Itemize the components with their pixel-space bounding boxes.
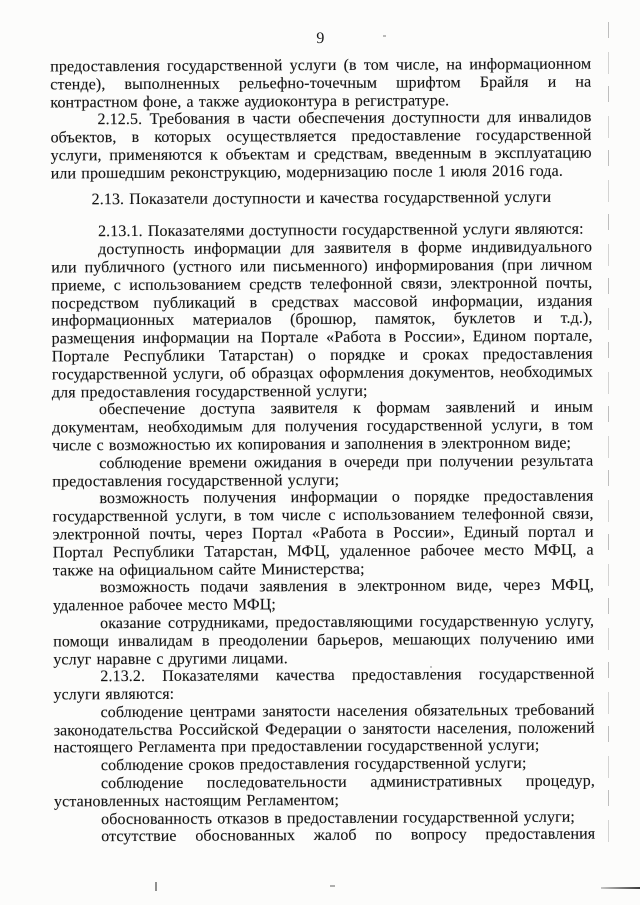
paragraph: 2.13.1. Показателями доступности государственной услуги являются:	[98, 221, 584, 241]
scan-artifact-speck	[330, 885, 335, 887]
scan-artifact-vertical-line	[608, 22, 609, 842]
document-text-block	[50, 29, 595, 847]
page-number: 9	[316, 29, 325, 48]
scan-artifact-corner-dash	[601, 887, 640, 889]
paragraph: оказание сотрудниками, предоставляющими государственную услугу, помощи инвалидам в преодолении барьеров, мешающих получению ими услуг наравне с другими лицами.	[53, 612, 595, 668]
paragraph: обоснованность отказов в предоставлении государственной услуги;	[101, 808, 575, 828]
paragraph: возможность подачи заявления в электронном виде, через МФЦ, удаленное рабочее место МФЦ;	[52, 576, 594, 615]
section-heading: 2.13. Показатели доступности и качества государственной услуги	[91, 188, 552, 208]
paragraph: обеспечение доступа заявителя к формам заявлений и иным документам, необходимым для получения государственной услуги, в том числе с возможностью их копирования и заполнения в электронном виде;	[52, 398, 594, 455]
paragraph: возможность получения информации о порядке предоставления государственной услуги, в том числе с использованием телефонной связи, электронной почты, через Портал «Работа в России», Единый портал и Портал Республики Татарстан, МФЦ, удаленное рабочее место МФЦ, а также на официальном сайте Министерства;	[52, 487, 594, 579]
paragraph: доступность информации для заявителя в форме индивидуального или публичного (устного или письменного) информирования (при личном приеме, с использованием средств телефонной связи, электронной почты, посредством публикаций в средствах массовой информации, издания информационных материалов (брошюр, памяток, буклетов и т.д.), размещения информации на Портале «Работа в России», Едином портале, Портале Республики Татарстан) о порядке и сроках предоставления государственной услуги, об образцах оформления документов, необходимых для предоставления государственной услуги;	[51, 238, 593, 401]
paragraph: соблюдение последовательности административных процедур, установленных настоящим Регламентом;	[53, 772, 595, 811]
paragraph: соблюдение сроков предоставления государственной услуги;	[100, 755, 527, 775]
paragraph: предоставления государственной услуги (в том числе, на информационном стенде), выполненных рельефно-точечным шрифтом Брайля и на контрастном фоне, а также аудиоконтура в регистратуре.	[50, 55, 592, 112]
paragraph: 2.12.5. Требования в части обеспечения доступности для инвалидов объектов, в которых осуществляется предоставление государственной услуги, применяются к объектам и средствам, введенным в эксплуатацию или прошедшим реконструкцию, модернизацию после 1 июля 2016 года.	[50, 108, 592, 183]
paragraph: отсутствие обоснованных жалоб по вопросу предоставления	[101, 826, 596, 846]
scan-artifact-speck	[155, 882, 157, 891]
paragraph: соблюдение центрами занятости населения обязательных требований законодательства Российской Федерации о занятости населения, положений настоящего Регламента при предоставлении государственной услуги;	[53, 701, 595, 757]
paragraph: соблюдение времени ожидания в очереди при получении результата предоставления государственной услуги;	[52, 452, 594, 490]
paragraph: 2.13.2. Показателями качества предоставления государственной услуги являются:	[53, 665, 595, 704]
